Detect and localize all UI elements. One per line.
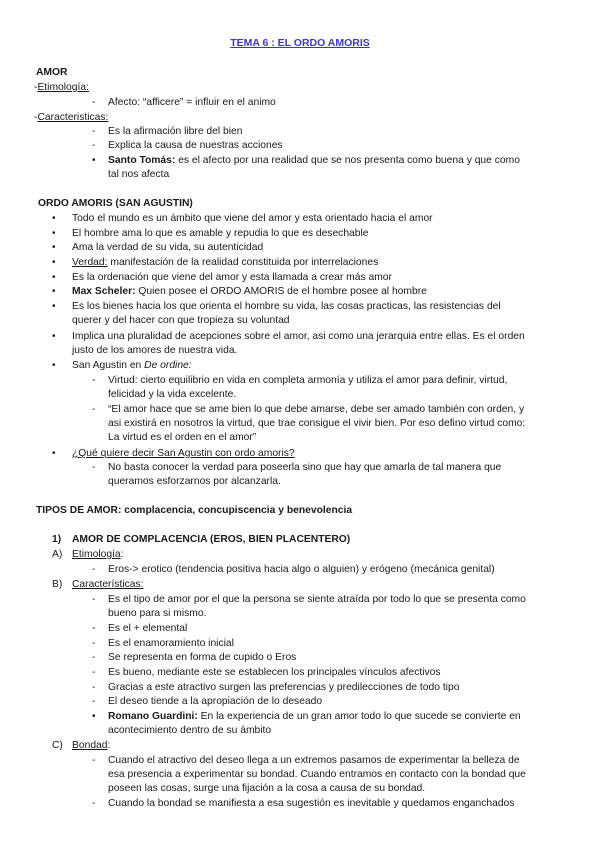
tipos-heading: TIPOS DE AMOR: complacencia, concupiscencia y benevolencia xyxy=(36,505,353,516)
list-item xyxy=(72,359,192,372)
bullet-marker: • xyxy=(92,155,96,166)
etimologia-label xyxy=(34,81,89,94)
dash-marker: - xyxy=(92,696,96,707)
list-item-continued: poseen las cosas, surge una fijación a la cosa a causa de su bondad. xyxy=(108,783,426,794)
page-title: TEMA 6 : EL ORDO AMORIS xyxy=(230,37,370,49)
dash-marker: - xyxy=(92,462,96,473)
section-number: 1) xyxy=(52,534,62,545)
bullet-marker: • xyxy=(92,711,96,722)
question-item: ¿Qué quiere decir San Agustin con ordo amoris? xyxy=(72,448,295,459)
list-item-continued: felicidad y la vida excelente. xyxy=(108,389,237,400)
dash-marker: - xyxy=(92,97,96,108)
bullet-marker: • xyxy=(52,228,56,239)
dash-marker: - xyxy=(92,564,96,575)
dash-marker: - xyxy=(92,623,96,634)
list-item-continued: queramos esforzarnos por alcanzarla. xyxy=(108,476,281,487)
colon: : xyxy=(107,740,111,751)
dash-marker: - xyxy=(92,594,96,605)
list-item: Implica una pluralidad de acepciones sobre el amor, asi como una jerarquia entre ellas. Es el orden xyxy=(72,331,525,342)
list-item: Explica la causa de nuestras acciones xyxy=(108,140,283,151)
list-item: Se representa en forma de cupido o Eros xyxy=(108,652,297,663)
caracteristicas-prefix: - xyxy=(34,112,38,123)
subsection-letter: A) xyxy=(52,549,63,560)
guardini-bold: Romano Guardini: xyxy=(108,711,198,722)
list-item xyxy=(108,154,520,167)
scheler-bold: Max Scheler: xyxy=(72,286,136,297)
list-item-continued: tal nos afecta xyxy=(108,169,170,180)
list-item xyxy=(72,256,378,269)
list-item: Cuando la bondad se manifiesta a esa sugestión es inevitable y quedamos enganchados xyxy=(108,798,515,809)
amor-heading: AMOR xyxy=(36,67,68,78)
dash-marker: - xyxy=(92,682,96,693)
list-item-continued: La virtud es el orden en el amor” xyxy=(108,432,257,443)
list-item: Gracias a este atractivo surgen las preferencias y predilecciones de todo tipo xyxy=(108,682,460,693)
list-item: Afecto: “afficere” = influir en el animo xyxy=(108,97,276,108)
bullet-marker: • xyxy=(52,301,56,312)
dash-marker: - xyxy=(92,375,96,386)
list-item-continued: justo de los amores de nuestra vida. xyxy=(72,345,238,356)
tomas-bold: Santo Tomás: xyxy=(108,155,176,166)
list-item: No basta conocer la verdad para poseerla sino que hay que amarla de tal manera que xyxy=(108,462,502,473)
list-item: Es la afirmación libre del bien xyxy=(108,126,243,137)
agustin-text: San Agustin en xyxy=(72,360,145,371)
list-item: Todo el mundo es un ámbito que viene del amor y esta orientado hacia el amor xyxy=(72,213,433,224)
list-item: Eros-> erotico (tendencia positiva hacia algo o alguien) y erógeno (mecánica genital) xyxy=(108,564,495,575)
subsection-title xyxy=(72,739,110,752)
caracteristicas-title: Caracteristicas: xyxy=(37,112,109,123)
colon: : xyxy=(120,549,124,560)
caracteristicas-label xyxy=(34,111,108,124)
list-item xyxy=(72,285,427,298)
bullet-marker: • xyxy=(52,213,56,224)
dash-marker: - xyxy=(92,638,96,649)
list-item xyxy=(108,710,521,723)
bullet-marker: • xyxy=(52,360,56,371)
list-item: Virtud: cierto equilibrio en vida en completa armonía y utiliza el amor para definir, virtud, xyxy=(108,375,508,386)
bondad-title: Bondad xyxy=(72,740,108,751)
list-item: Es los bienes hacia los que orienta el hombre su vida, las cosas practicas, las resistencias del xyxy=(72,301,501,312)
dash-marker: - xyxy=(92,126,96,137)
scheler-text: Quien posee el ORDO AMORIS de el hombre posee al hombre xyxy=(135,286,427,297)
verdad-text: manifestación de la realidad constituida por interrelaciones xyxy=(107,257,379,268)
de-ordine-italic: De ordine: xyxy=(144,360,192,371)
list-item: El hombre ama lo que es amable y repudia lo que es desechable xyxy=(72,228,369,239)
subsection-title xyxy=(72,548,124,561)
verdad-label: Verdad: xyxy=(72,257,108,268)
list-item-continued: esa presencia a experimentar su bondad. Cuando entramos en contacto con la bondad que xyxy=(108,769,526,780)
etimologia-prefix: - xyxy=(34,82,38,93)
subsection-title: Características: xyxy=(72,579,144,590)
dash-marker: - xyxy=(92,755,96,766)
list-item: Es el enamoramiento inicial xyxy=(108,638,234,649)
dash-marker: - xyxy=(92,652,96,663)
bullet-marker: • xyxy=(52,448,56,459)
list-item-continued: bueno para si mismo. xyxy=(108,608,207,619)
list-item: Es bueno, mediante este se establecen los principales vínculos afectivos xyxy=(108,667,441,678)
etimologia-title: Etimología: xyxy=(37,82,89,93)
subsection-letter: B) xyxy=(52,579,63,590)
bullet-marker: • xyxy=(52,286,56,297)
bullet-marker: • xyxy=(52,242,56,253)
list-item-continued: querer y del hacer con que tropieza su voluntad xyxy=(72,315,290,326)
section-title: AMOR DE COMPLACENCIA (EROS, BIEN PLACENTERO) xyxy=(72,534,351,545)
guardini-text: En la experiencia de un gran amor todo lo que sucede se convierte en xyxy=(197,711,521,722)
list-item: Es la ordenación que viene del amor y esta llamada a crear más amor xyxy=(72,272,392,283)
list-item: Ama la verdad de su vida, su autenticidad xyxy=(72,242,264,253)
ordo-heading: ORDO AMORIS (SAN AGUSTIN) xyxy=(38,198,193,209)
list-item: Cuando el atractivo del deseo llega a un extremos pasamos de experimentar la belleza de xyxy=(108,755,520,766)
bullet-marker: • xyxy=(52,257,56,268)
list-item-continued: asi existirá en nosotros la virtud, que trae consigue el vivir bien. Por eso defino virtud como: xyxy=(108,418,526,429)
bullet-marker: • xyxy=(52,331,56,342)
dash-marker: - xyxy=(92,798,96,809)
dash-marker: - xyxy=(92,140,96,151)
dash-marker: - xyxy=(92,667,96,678)
list-item-continued: acontecimiento dentro de su ámbito xyxy=(108,725,272,736)
list-item: El deseo tiende a la apropiación de lo deseado xyxy=(108,696,323,707)
etimologia-title: Etimología xyxy=(72,549,121,560)
list-item: Es el tipo de amor por el que la persona se siente atraída por todo lo que se presenta como xyxy=(108,594,526,605)
subsection-letter: C) xyxy=(52,740,63,751)
bullet-marker: • xyxy=(52,272,56,283)
dash-marker: - xyxy=(92,404,96,415)
list-item: “El amor hace que se ame bien lo que debe amarse, debe ser amado también con orden, y xyxy=(108,404,525,415)
tomas-text: es el afecto por una realidad que se nos presenta como buena y que como xyxy=(175,155,520,166)
list-item: Es el + elemental xyxy=(108,623,188,634)
